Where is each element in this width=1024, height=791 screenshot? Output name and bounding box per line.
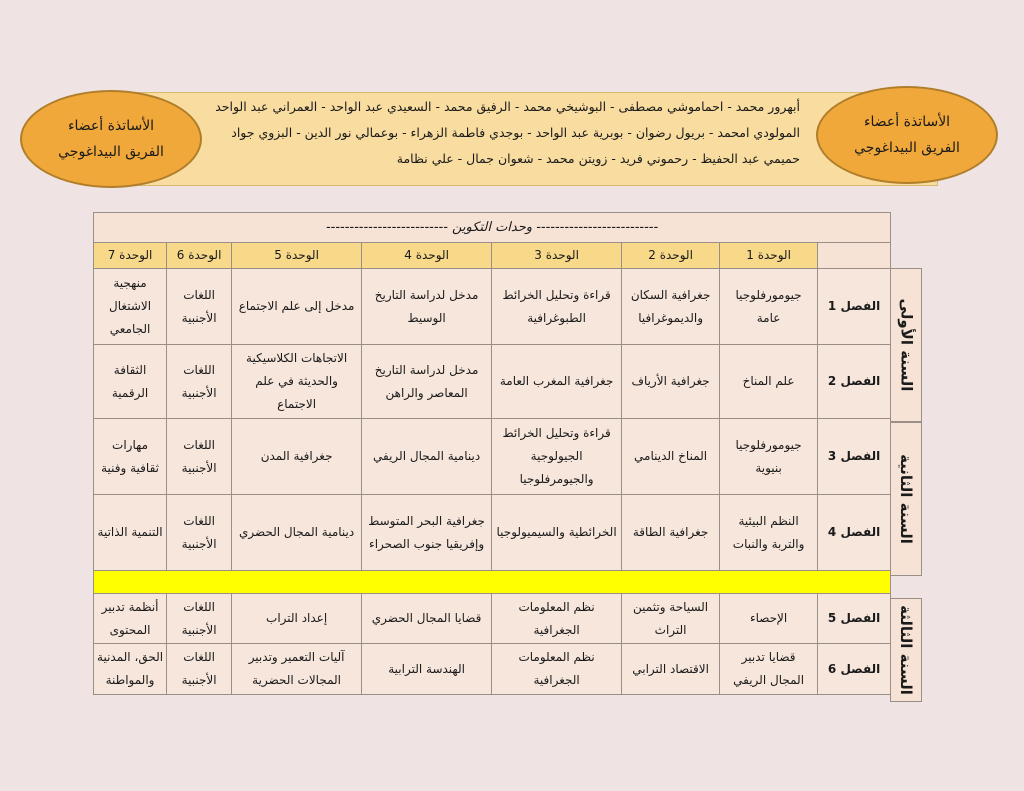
module-cell: النظم البيئية والتربة والنبات (720, 495, 818, 571)
module-cell: مدخل لدراسة التاريخ الوسيط (362, 269, 492, 345)
unit-header: الوحدة 1 (720, 243, 818, 269)
module-cell: جغرافية الأرياف (622, 345, 720, 419)
table-row (94, 594, 891, 644)
semester-label: الفصل 1 (818, 269, 891, 345)
module-cell: آليات التعمير وتدبير المجالات الحضرية (232, 644, 362, 695)
unit-header: الوحدة 3 (492, 243, 622, 269)
module-cell: نظم المعلومات الجغرافية (492, 594, 622, 644)
corner-cell (818, 243, 891, 269)
module-cell: جيومورفلوجيا عامة (720, 269, 818, 345)
badge-line2: الفريق البيداغوجي (854, 140, 960, 156)
module-cell: الخرائطية والسيميولوجيا (492, 495, 622, 571)
module-cell: الاتجاهات الكلاسيكية والحديثة في علم الاجتماع (232, 345, 362, 419)
unit-header: الوحدة 7 (94, 243, 167, 269)
module-cell: دينامية المجال الحضري (232, 495, 362, 571)
module-cell: اللغات الأجنبية (167, 419, 232, 495)
module-cell: دينامية المجال الريفي (362, 419, 492, 495)
semester-label: الفصل 3 (818, 419, 891, 495)
module-cell: جغرافية السكان والديموغرافيا (622, 269, 720, 345)
names-line: أبهرور محمد - احماموشي مصطفى - البوشيخي محمد - الرفيق محمد - السعيدي عبد الواحد - العمراني عبد الواحد (215, 99, 800, 114)
team-names (150, 94, 800, 172)
year-separator (94, 571, 891, 594)
year-label-third (890, 598, 922, 702)
module-cell: قضايا المجال الحضري (362, 594, 492, 644)
module-cell: الحق، المدنية والمواطنة (94, 644, 167, 695)
module-cell: جغرافية الطاقة (622, 495, 720, 571)
module-cell: الإحصاء (720, 594, 818, 644)
module-cell: أنظمة تدبير المحتوى (94, 594, 167, 644)
unit-header: الوحدة 5 (232, 243, 362, 269)
module-cell: اللغات الأجنبية (167, 269, 232, 345)
module-cell: الثقافة الرقمية (94, 345, 167, 419)
module-cell: قراءة وتحليل الخرائط الجيولوجية والجيومرفلوجيا (492, 419, 622, 495)
module-cell: التنمية الذاتية (94, 495, 167, 571)
module-cell: علم المناخ (720, 345, 818, 419)
badge-line2: الفريق البيداغوجي (58, 144, 164, 160)
curriculum-table (93, 212, 891, 695)
module-cell: الاقتصاد الترابي (622, 644, 720, 695)
module-cell: اللغات الأجنبية (167, 644, 232, 695)
year-text: السنة الثانية (897, 454, 915, 544)
badge-line1: الأساتذة أعضاء (863, 114, 951, 130)
table-row (94, 419, 891, 495)
module-cell: اللغات الأجنبية (167, 594, 232, 644)
module-cell: مهارات ثقافية وفنية (94, 419, 167, 495)
unit-header: الوحدة 6 (167, 243, 232, 269)
module-cell: مدخل إلى علم الاجتماع (232, 269, 362, 345)
semester-label: الفصل 4 (818, 495, 891, 571)
names-line: حميمي عبد الحفيظ - رحموني فريد - زويتن محمد - شعوان جمال - علي نظامة (396, 151, 800, 166)
units-header-row (94, 243, 891, 269)
year-label-first (890, 268, 922, 422)
module-cell: الهندسة الترابية (362, 644, 492, 695)
badge-line1: الأساتذة أعضاء (67, 118, 155, 134)
module-cell: جغرافية المغرب العامة (492, 345, 622, 419)
table-row (94, 345, 891, 419)
module-cell: المناخ الدينامي (622, 419, 720, 495)
module-cell: السياحة وتثمين التراث (622, 594, 720, 644)
separator-cell (94, 571, 891, 594)
table-row (94, 495, 891, 571)
module-cell: قراءة وتحليل الخرائط الطبوغرافية (492, 269, 622, 345)
year-label-second (890, 422, 922, 576)
year-text: السنة الأولى (897, 298, 915, 392)
table-row (94, 644, 891, 695)
semester-label: الفصل 5 (818, 594, 891, 644)
module-cell: جغرافية المدن (232, 419, 362, 495)
year-text: السنة الثالثة (897, 605, 915, 695)
module-cell: جغرافية البحر المتوسط وإفريقيا جنوب الصحراء (362, 495, 492, 571)
names-line: المولودي امحمد - بريول رضوان - بوبرية عبد الواحد - بوجدي فاطمة الزهراء - بوعمالي نور الدين - البزوي جواد (231, 125, 800, 140)
semester-label: الفصل 6 (818, 644, 891, 695)
unit-header: الوحدة 4 (362, 243, 492, 269)
table-row (94, 269, 891, 345)
unit-header: الوحدة 2 (622, 243, 720, 269)
module-cell: إعداد التراب (232, 594, 362, 644)
module-cell: نظم المعلومات الجغرافية (492, 644, 622, 695)
module-cell: قضايا تدبير المجال الريفي (720, 644, 818, 695)
team-badge-right (816, 86, 998, 184)
semester-label: الفصل 2 (818, 345, 891, 419)
module-cell: مدخل لدراسة التاريخ المعاصر والراهن (362, 345, 492, 419)
module-cell: منهجية الاشتغال الجامعي (94, 269, 167, 345)
table-title: -------------------------- وحدات التكوين -------------------------- (94, 213, 891, 243)
module-cell: جيومورفلوجيا بنيوية (720, 419, 818, 495)
module-cell: اللغات الأجنبية (167, 345, 232, 419)
module-cell: اللغات الأجنبية (167, 495, 232, 571)
